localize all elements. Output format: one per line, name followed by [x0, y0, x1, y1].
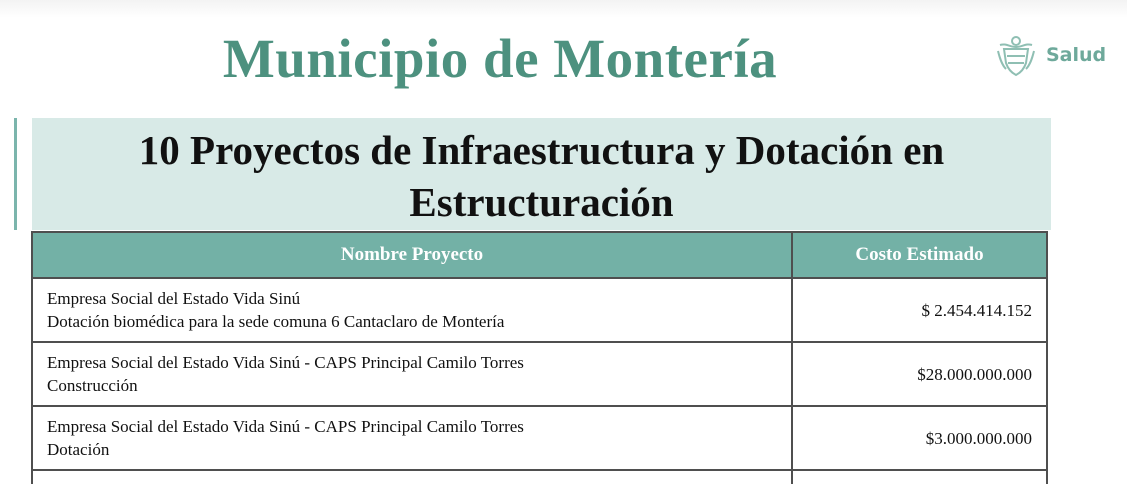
- project-cost: $28.000.000.000: [792, 342, 1047, 406]
- table-row: [32, 278, 1047, 342]
- project-name-cell: [32, 406, 792, 470]
- column-header-name: Nombre Proyecto: [32, 232, 792, 278]
- table-row: [32, 406, 1047, 470]
- logo-text: Salud: [1046, 44, 1107, 66]
- left-accent-bar: [14, 118, 17, 230]
- project-description: Construcción: [47, 376, 138, 395]
- project-description: Dotación: [47, 440, 110, 459]
- project-description: Dotación biomédica para la sede comuna 6 Cantaclaro de Montería: [47, 312, 505, 331]
- coat-of-arms-icon: [994, 33, 1038, 77]
- page-title: Municipio de Montería: [222, 28, 778, 89]
- projects-table: [31, 231, 1048, 501]
- subtitle-line-2: Estructuración: [409, 179, 674, 225]
- table-header-row: [32, 232, 1047, 278]
- subtitle-line-1: 10 Proyectos de Infraestructura y Dotación en: [138, 127, 945, 173]
- table-row: [32, 342, 1047, 406]
- project-name-cell: [32, 278, 792, 342]
- bottom-edge: [0, 484, 1127, 501]
- project-entity: Empresa Social del Estado Vida Sinú: [47, 289, 301, 308]
- salud-logo: [994, 32, 1114, 78]
- column-header-cost: Costo Estimado: [792, 232, 1047, 278]
- project-cost: $ 2.454.414.152: [792, 278, 1047, 342]
- slide-subtitle: [32, 124, 1051, 228]
- project-cost: $3.000.000.000: [792, 406, 1047, 470]
- project-entity: Empresa Social del Estado Vida Sinú - CAPS Principal Camilo Torres: [47, 417, 524, 436]
- top-edge: [0, 0, 1127, 18]
- project-name-cell: [32, 342, 792, 406]
- project-entity: Empresa Social del Estado Vida Sinú - CAPS Principal Camilo Torres: [47, 353, 524, 372]
